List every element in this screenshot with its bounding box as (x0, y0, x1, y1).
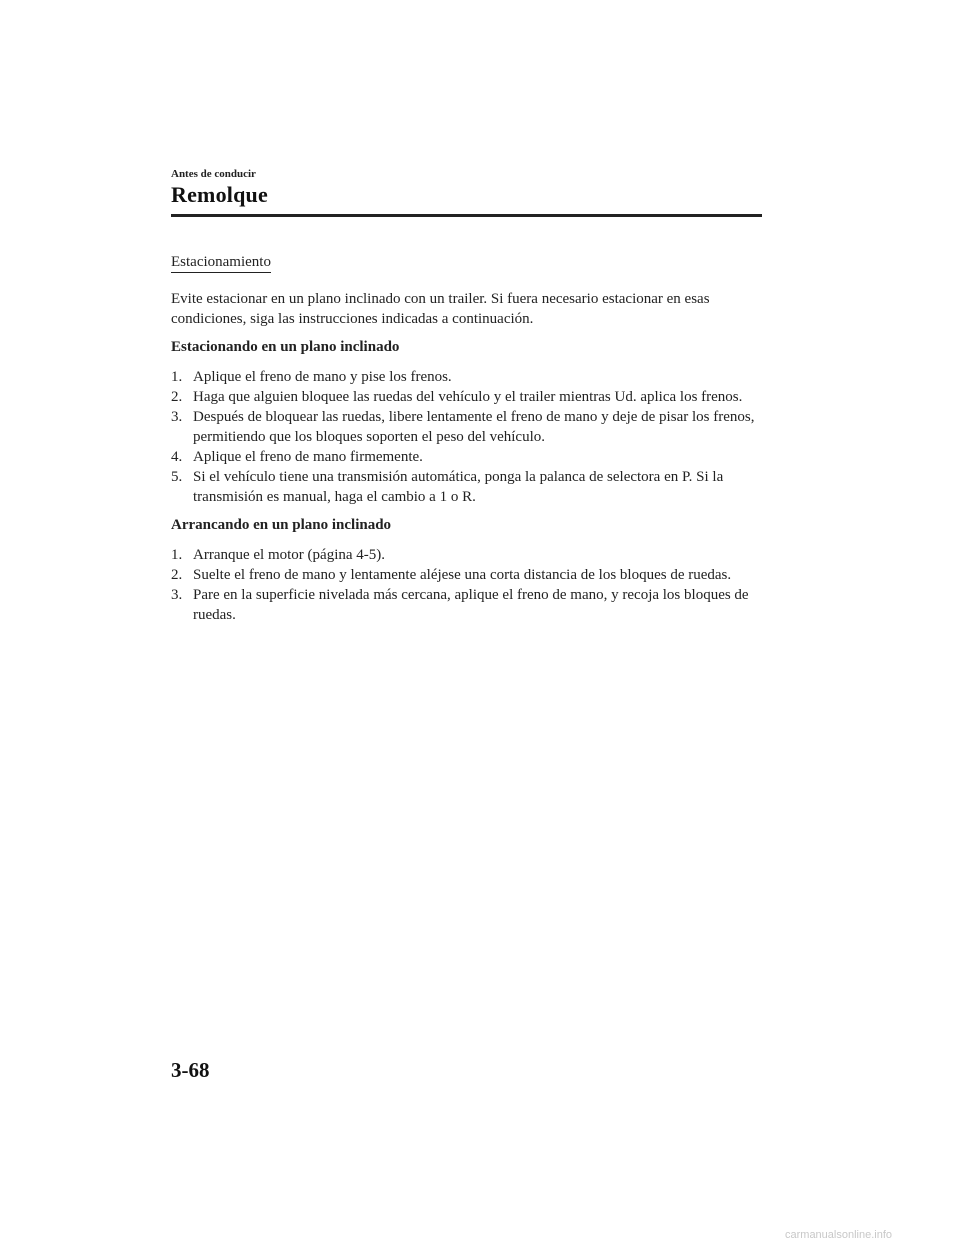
list-item (171, 545, 766, 565)
parking-heading: Estacionando en un plano inclinado (171, 339, 400, 355)
step-number: 2. (171, 567, 183, 583)
list-item (171, 565, 766, 585)
step-text: Pare en la superficie nivelada más cercana, aplique el freno de mano, y recoja los bloques de ruedas. (193, 587, 749, 623)
list-item (171, 387, 766, 407)
step-number: 4. (171, 449, 183, 465)
step-number: 2. (171, 389, 183, 405)
step-number: 1. (171, 369, 183, 385)
step-text: Arranque el motor (página 4-5). (193, 547, 386, 563)
page-title: Remolque (171, 182, 268, 207)
list-item (171, 585, 766, 625)
parking-steps-list (171, 367, 766, 507)
step-text: Aplique el freno de mano firmemente. (193, 449, 423, 465)
step-number: 1. (171, 547, 183, 563)
step-number: 3. (171, 409, 183, 425)
intro-paragraph: Evite estacionar en un plano inclinado con un trailer. Si fuera necesario estacionar en esas condiciones, siga las instrucciones indicadas a continuación. (171, 291, 710, 327)
starting-steps-list (171, 545, 766, 625)
list-item (171, 407, 766, 447)
step-text: Después de bloquear las ruedas, libere lentamente el freno de mano y deje de pisar los frenos, permitiendo que los bloques soporten el peso del vehículo. (193, 409, 755, 445)
main-content (171, 252, 766, 633)
subheading-estacionamiento: Estacionamiento (171, 254, 271, 273)
step-text: Suelte el freno de mano y lentamente aléjese una corta distancia de los bloques de ruedas. (193, 567, 732, 583)
page-number: 3-68 (171, 1058, 210, 1082)
step-text: Aplique el freno de mano y pise los frenos. (193, 369, 452, 385)
section-label: Antes de conducir (171, 168, 256, 180)
list-item (171, 367, 766, 387)
step-number: 3. (171, 587, 183, 603)
step-number: 5. (171, 469, 183, 485)
watermark-link[interactable]: carmanualsonline.info (785, 1229, 893, 1241)
list-item (171, 447, 766, 467)
starting-heading: Arrancando en un plano inclinado (171, 517, 392, 533)
title-divider (171, 214, 762, 217)
step-text: Si el vehículo tiene una transmisión automática, ponga la palanca de selectora en P. Si la transmisión es manual, haga el cambio a 1 o R. (193, 469, 724, 505)
list-item (171, 467, 766, 507)
step-text: Haga que alguien bloquee las ruedas del vehículo y el trailer mientras Ud. aplica los frenos. (193, 389, 743, 405)
